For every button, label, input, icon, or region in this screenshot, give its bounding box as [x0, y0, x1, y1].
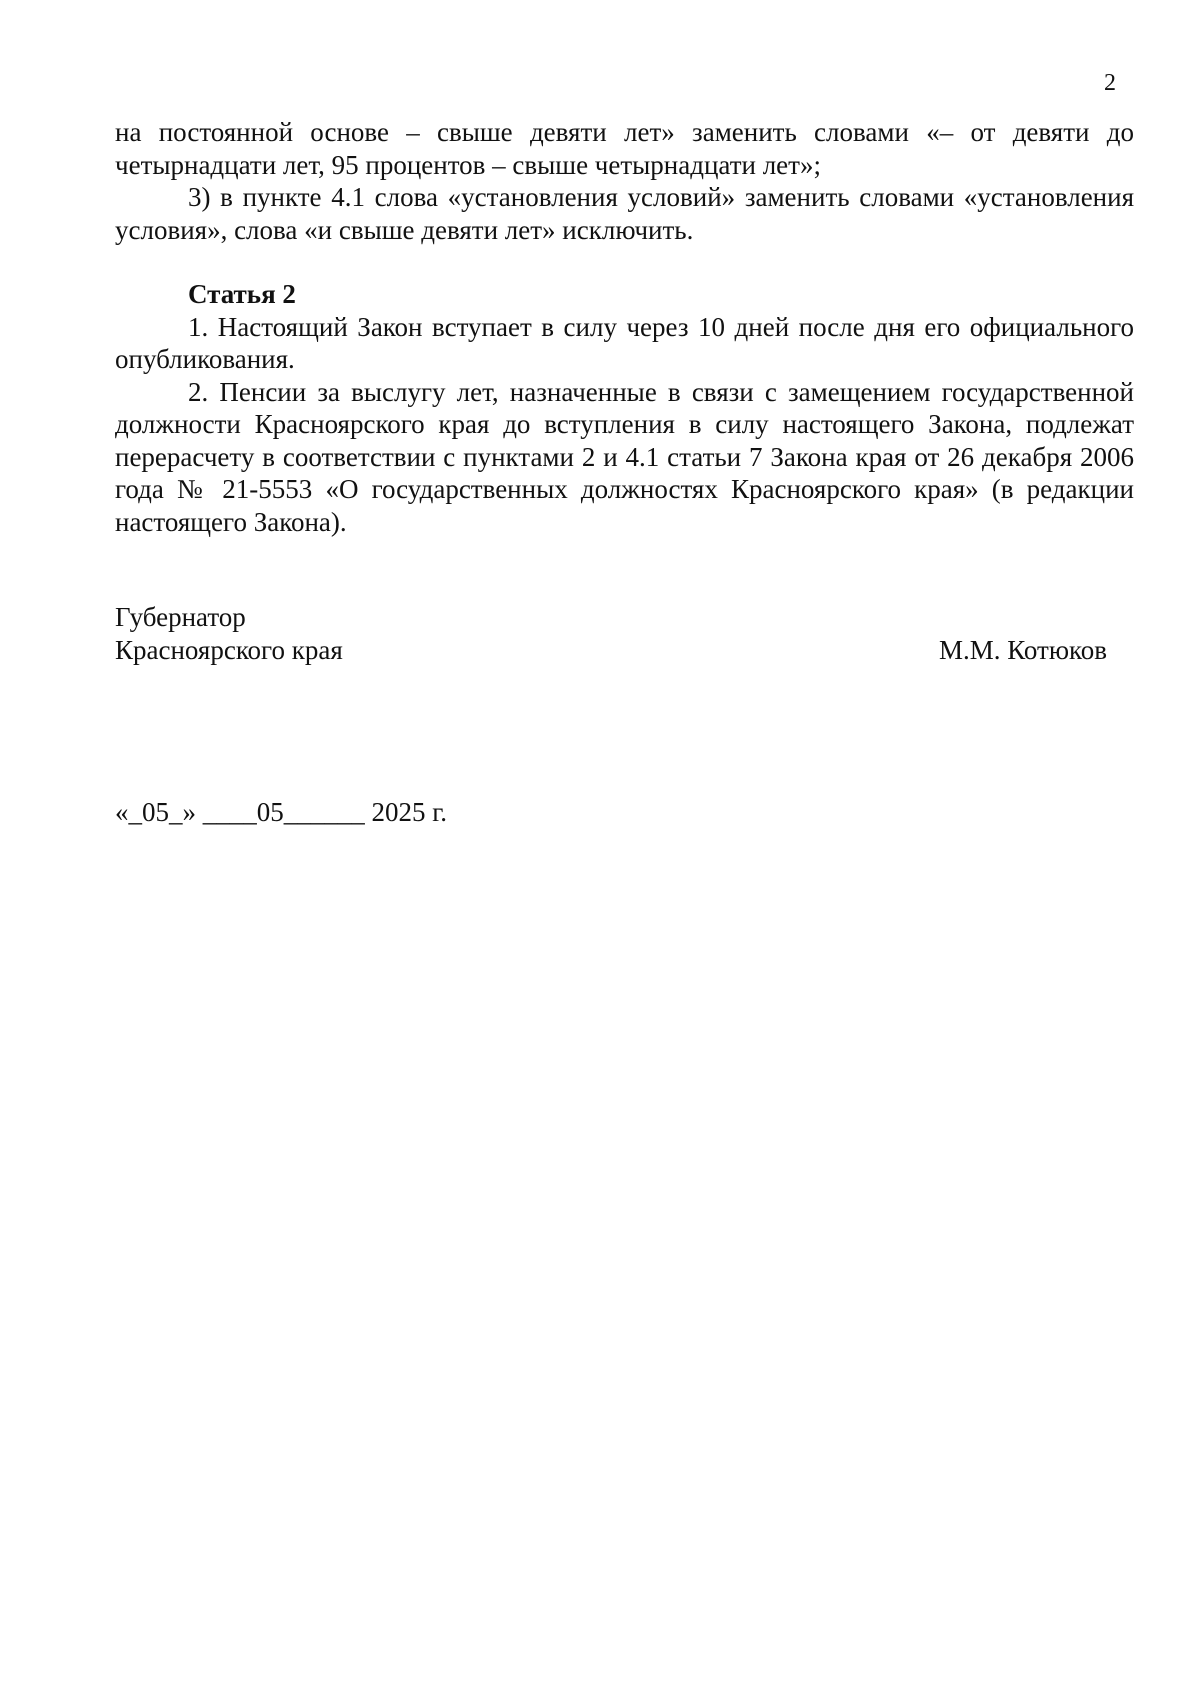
paragraph-article-2-item-1: 1. Настоящий Закон вступает в силу через 10 дней после дня его официального опубликования. — [115, 311, 1134, 374]
page-number: 2 — [1104, 70, 1116, 96]
signatory-name: М.М. Котюков — [938, 634, 1107, 665]
signing-date: «_05_» ____05______ 2025 г. — [115, 797, 448, 827]
signature-row — [115, 601, 1115, 666]
document-body — [115, 116, 1134, 538]
signatory-title-line-2: Красноярского края — [115, 634, 343, 665]
signatory-title — [115, 601, 343, 666]
article-heading: Статья 2 — [188, 279, 296, 309]
signature-block — [115, 601, 1115, 666]
paragraph-amendment-continuation: на постоянной основе – свыше девяти лет» заменить словами «– от девяти до четырнадцати лет, 95 процентов – свыше четырнадцати лет»; — [115, 117, 1134, 180]
paragraph-article-2-item-2: 2. Пенсии за выслугу лет, назначенные в связи с замещением государственной должности Красноярского края до вступления в силу настоящего Закона, подлежат перерасчету в соответствии с пунктами 2 и 4.1 статьи 7 Закона края от 26 декабря 2006 года № 21-5553 «О государственных должностях Красноярского края» (в редакции настоящего Закона). — [115, 376, 1134, 537]
signatory-title-line-1: Губернатор — [115, 602, 246, 632]
paragraph-amendment-3: 3) в пункте 4.1 слова «установления условий» заменить словами «установления условия», слова «и свыше девяти лет» исключить. — [115, 182, 1134, 245]
